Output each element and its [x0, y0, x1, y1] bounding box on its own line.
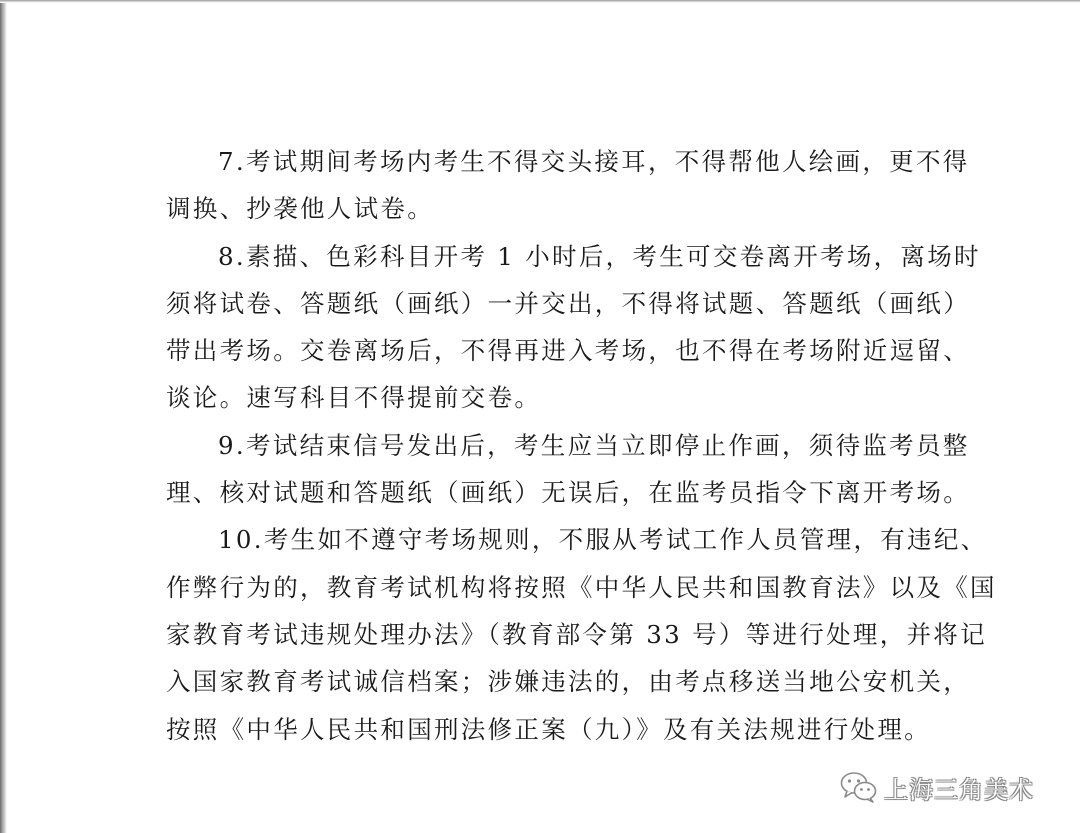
text-line: 谈论。速写科目不得提前交卷。 [166, 383, 542, 413]
page-left-edge [0, 0, 7, 833]
page-top-edge [0, 0, 1080, 3]
paragraph-rule-8 [166, 233, 981, 422]
watermark [840, 767, 1034, 807]
text-line: 7.考试期间考场内考生不得交头接耳，不得帮他人绘画，更不得 [218, 147, 970, 176]
text-line: 8.素描、色彩科目开考 1 小时后，考生可交卷离开考场，离场时 [218, 241, 981, 271]
text-line: 入国家教育考试诚信档案；涉嫌违法的，由考点移送当地公安机关， [166, 667, 970, 697]
text-line: 须将试卷、答题纸（画纸）一并交出，不得将试题、答题纸（画纸） [166, 288, 970, 318]
text-line: 9.考试结束信号发出后，考生应当立即停止作画，须待监考员整 [218, 430, 970, 460]
wechat-icon [840, 771, 878, 803]
paragraph-rule-9 [166, 422, 970, 517]
text-line: 作弊行为的，教育考试机构将按照《中华人民共和国教育法》以及《国 [166, 572, 997, 602]
text-line: 10.考生如不遵守考场规则，不服从考试工作人员管理，有违纪、 [218, 525, 988, 555]
text-line: 理、核对试题和答题纸（画纸）无误后，在监考员指令下离开考场。 [166, 478, 970, 508]
paragraph-rule-7 [166, 138, 970, 233]
watermark-text: 上海三角美术 [884, 775, 1034, 804]
text-line: 按照《中华人民共和国刑法修正案（九）》及有关法规进行处理。 [166, 714, 931, 744]
document-body [166, 138, 997, 753]
text-line: 家教育考试违规处理办法》（教育部令第 33 号）等进行处理，并将记 [166, 619, 987, 649]
text-line: 带出考场。交卷离场后，不得再进入考场，也不得在考场附近逗留、 [166, 336, 970, 366]
text-line: 调换、抄袭他人试卷。 [166, 194, 434, 224]
paragraph-rule-10 [166, 516, 997, 752]
